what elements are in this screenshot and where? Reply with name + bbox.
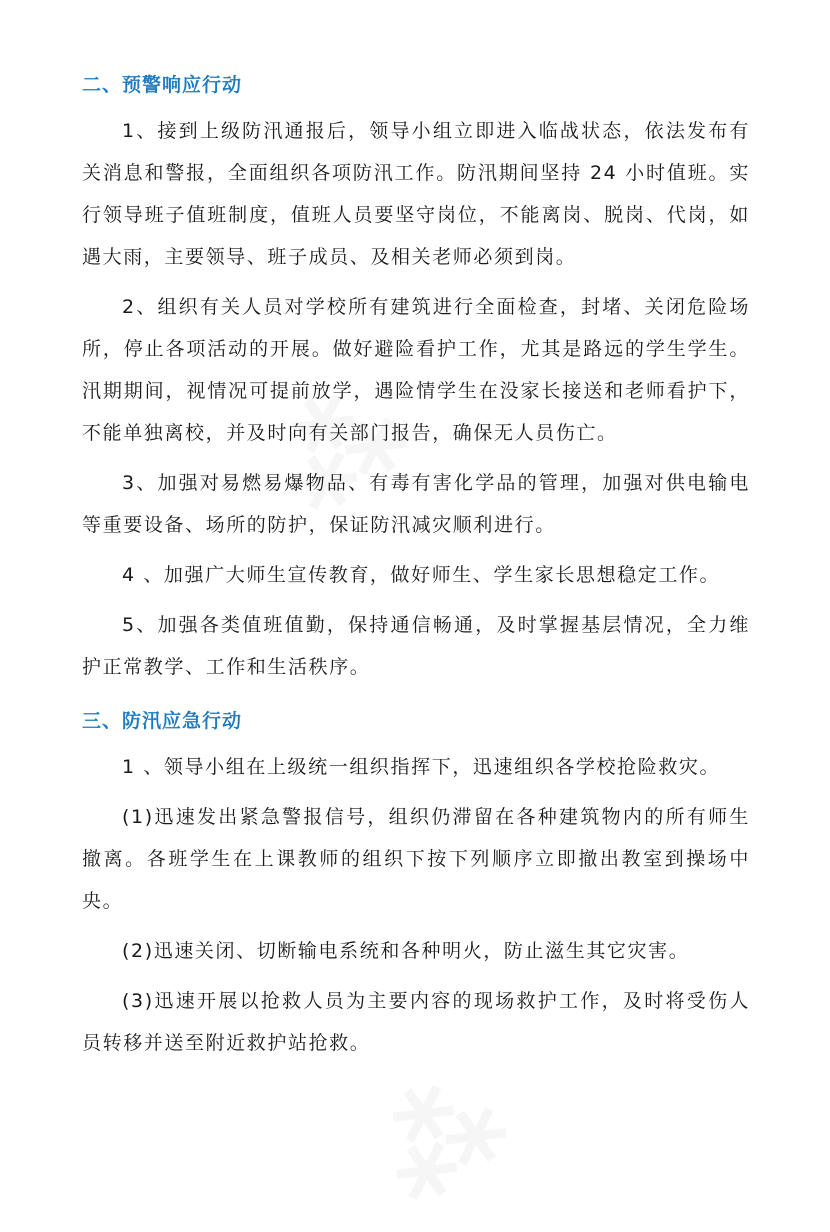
section-flood-emergency-action [82,696,750,1064]
paragraph: (1)迅速发出紧急警报信号，组织仍滞留在各种建筑物内的所有师生撤离。各班学生在上课教师的组织下按下列顺序立即撤出教室到操场中央。 [82,806,750,912]
paragraph: 1、接到上级防汛通报后，领导小组立即进入临战状态，依法发布有关消息和警报，全面组织各项防汛工作。防汛期间坚持 24 小时值班。实行领导班子值班制度，值班人员要坚守岗位，不能离岗、脱岗、代岗，如遇大雨，主要领导、班子成员、及相关老师必须到岗。 [82,120,750,268]
paragraph: (2)迅速关闭、切断输电系统和各种明火，防止滋生其它灾害。 [122,940,690,962]
section-heading: 三、防汛应急行动 [82,710,243,732]
paragraph: 4 、加强广大师生宣传教育，做好师生、学生家长思想稳定工作。 [122,564,721,586]
paragraph: 1 、领导小组在上级统一组织指挥下，迅速组织各学校抢险救灾。 [122,756,721,778]
section-early-warning-response [82,60,750,688]
paragraph: 5、加强各类值班值勤，保持通信畅通，及时掌握基层情况，全力维护正常教学、工作和生活秩序。 [82,614,750,678]
paragraph: 3、加强对易燃易爆物品、有毒有害化学品的管理，加强对供电输电等重要设备、场所的防护，保证防汛减灾顺利进行。 [82,472,750,536]
paragraph: 2、组织有关人员对学校所有建筑进行全面检查，封堵、关闭危险场所，停止各项活动的开展。做好避险看护工作，尤其是路远的学生学生。汛期期间，视情况可提前放学，遇险情学生在没家长接送和老师看护下，不能单独离校，并及时向有关部门报告，确保无人员伤亡。 [82,296,750,444]
watermark [351,1047,531,1231]
section-heading: 二、预警响应行动 [82,74,243,96]
paragraph: (3)迅速开展以抢救人员为主要内容的现场救护工作，及时将受伤人员转移并送至附近救护站抢救。 [82,990,750,1054]
